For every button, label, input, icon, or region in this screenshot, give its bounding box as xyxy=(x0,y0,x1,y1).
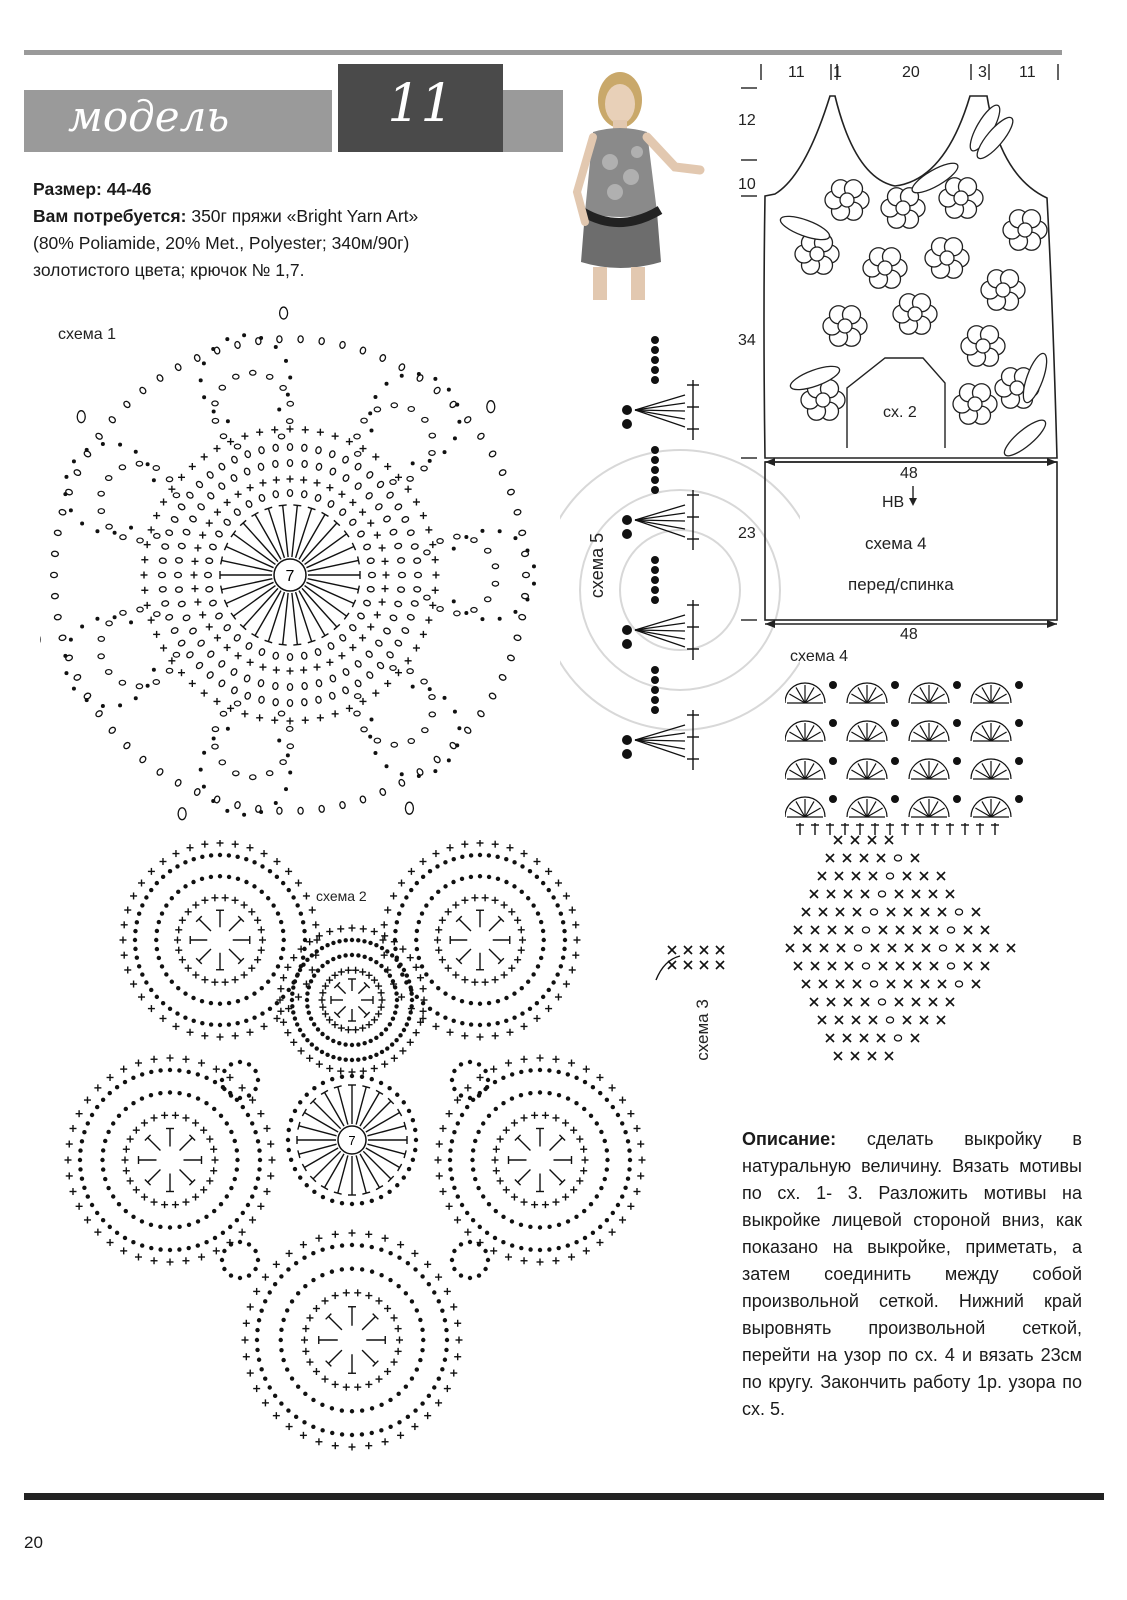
description-text: сделать выкройку в натуральную величину. Вязать мотивы по сх. 1- 3. Разложить мотивы на выкройке лицевой стороной вниз, как показано на выкройке, приметать, а затем соединить между собой произвольной сеткой. Нижний край выровнять произвольной сеткой, перейти на узор по сх. 4 и вязать 23см по кругу. Закончить работу 1р. узора по сх. 5. xyxy=(742,1129,1082,1419)
model-banner-tail xyxy=(503,90,563,152)
svg-text:7: 7 xyxy=(285,568,295,585)
dim-left-12: 12 xyxy=(738,112,756,129)
scheme2-diagram xyxy=(40,840,720,1480)
dim-top-20: 20 xyxy=(902,64,920,81)
scheme5-diagram xyxy=(605,330,715,790)
label-scheme4-pattern: схема 4 xyxy=(865,534,927,553)
scheme3-label: схема 3 xyxy=(692,999,712,1061)
top-rule xyxy=(24,50,1062,55)
materials-line2: (80% Poliamide, 20% Met., Polyester; 340м/90г) xyxy=(33,233,410,253)
description-label: Описание: xyxy=(742,1129,837,1149)
scheme5-label: схема 5 xyxy=(587,532,608,599)
scheme1-label: схема 1 xyxy=(58,326,116,343)
page-number: 20 xyxy=(24,1533,43,1552)
size-label: Размер: xyxy=(33,179,102,199)
materials-info xyxy=(33,176,563,284)
label-sch2: сх. 2 xyxy=(883,404,917,421)
dim-left-34: 34 xyxy=(738,332,756,349)
label-front-back: перед/спинка xyxy=(848,575,954,594)
scheme1-diagram xyxy=(40,300,540,840)
dim-top-11a: 11 xyxy=(788,64,805,81)
scheme2-label: схема 2 xyxy=(316,888,367,904)
dim-top-11b: 11 xyxy=(1019,64,1036,81)
model-photo xyxy=(565,62,715,300)
size-value: 44-46 xyxy=(106,179,152,199)
description xyxy=(742,1126,1082,1423)
svg-text:7: 7 xyxy=(348,1133,356,1148)
scheme4-label: схема 4 xyxy=(790,648,848,665)
dim-left-23: 23 xyxy=(738,525,756,542)
dim-width-bottom: 48 xyxy=(900,626,918,643)
dim-top-3: 3 xyxy=(978,64,987,81)
materials-line3: золотистого цвета; крючок № 1,7. xyxy=(33,260,305,280)
dim-width-top: 48 xyxy=(900,465,918,482)
dim-top-1: 1 xyxy=(833,64,842,81)
scheme4-diagram xyxy=(785,665,1035,840)
model-number: 11 xyxy=(387,74,454,134)
dim-left-10: 10 xyxy=(738,176,756,193)
label-hb: НВ xyxy=(882,494,905,511)
garment-pattern xyxy=(735,58,1080,648)
bottom-rule xyxy=(24,1493,1104,1500)
model-title: модель xyxy=(68,92,230,141)
materials-line1: 350г пряжи «Bright Yarn Art» xyxy=(191,206,419,226)
materials-label: Вам потребуется: xyxy=(33,206,187,226)
